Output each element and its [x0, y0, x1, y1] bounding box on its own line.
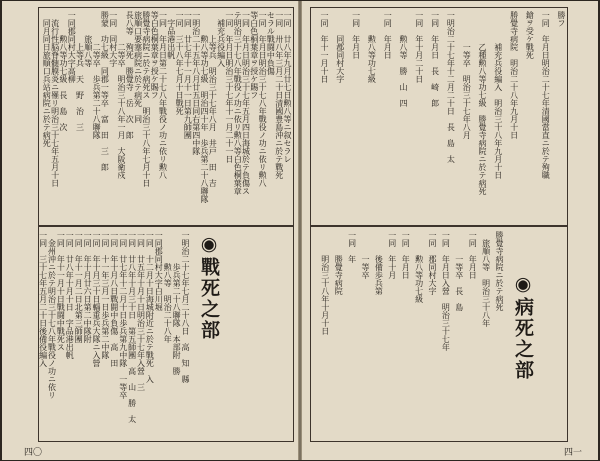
- text-column: 一明治二十七年七月二十八日 高 知 縣: [180, 231, 190, 383]
- text-column: 一同 三十八年七月十日戰死: [175, 11, 185, 115]
- text-column: 字品港出帆: [166, 11, 176, 59]
- text-column: 等白色桐葉章ヲ授ケ賜フ: [249, 11, 259, 99]
- text-column: 同月同日旅順口兵站病院ニ於テ病死: [42, 11, 52, 147]
- text-column: 一同 年月日明治三十七年五月四日海城於テ負傷ス: [241, 11, 251, 195]
- text-column: 乙種勲八等功七級 勝覺寺病院ニ於テ病死: [477, 11, 487, 195]
- text-column: 一同 年月日: [401, 231, 411, 279]
- text-column: 勝覺寺病院: [334, 231, 344, 295]
- page-number: 四〇: [24, 448, 43, 458]
- text-column: 旅順八等: [83, 11, 93, 67]
- text-column: 勲八等功七級 長 島 次: [58, 11, 68, 131]
- text-column: 一同 年月日明治二十七年清國當直ニ於テ殉職: [541, 11, 551, 179]
- text-column: 一同 廿七年十一月十一日第九師團: [183, 11, 193, 139]
- text-column: 勝覺寺病院 明治二十八年九月十日: [509, 11, 519, 139]
- text-column: 一同 廿八年九月廿七日勲八等ニ叙セラレ: [282, 11, 292, 163]
- text-column: 一同 年月日明治三十七年十一月二十一日: [224, 11, 234, 163]
- text-column: 勝覺寺病院ニ於テ病死ス 明治三十八年七月十日: [141, 11, 151, 187]
- text-column: 一同 十一年三月一日歩兵第二中隊: [100, 231, 110, 359]
- text-column: 一同 年月日: [351, 11, 361, 59]
- text-column: 一同 年月日: [383, 11, 393, 59]
- text-column: 一同 年十一月十日: [319, 11, 329, 83]
- text-column: 一同 年十月廿六日第二中隊附: [83, 231, 93, 343]
- text-column: 一同 同村大字: [108, 11, 118, 67]
- left-page-divider: [38, 225, 294, 227]
- text-column: 勲八等功七級: [414, 231, 424, 303]
- text-column: 一同 年月日: [468, 231, 478, 279]
- text-column: 一同 廿八年十月十日 字品港出帆: [65, 231, 75, 359]
- text-column: 旅順口要塞病院ニ於テ病死 同: [133, 11, 143, 123]
- text-column: 一等卒: [360, 231, 370, 279]
- text-column: 勲八等功七級 明治四十年 歩兵第二十八聯隊: [199, 11, 209, 203]
- text-column: 上等兵 明治三十七年八月 井戸 田 吉: [208, 11, 218, 187]
- text-column: 一同 年月日入營 明治三十七年: [441, 231, 451, 351]
- text-column: 上等兵 天 野 治 三: [75, 11, 85, 131]
- text-column: 等白色桐葉章ヲ授ケ賜フ: [150, 11, 160, 99]
- text-column: 一同 郡同村大字: [427, 231, 437, 295]
- text-column: 鎗ヲ受ケ戰死: [525, 11, 535, 59]
- text-column: 一同 廿八年十月三十日 第五師團 高 山 勝 太: [127, 231, 137, 423]
- text-column: 一同郡同村大字高柳: [67, 11, 77, 83]
- text-column: 同郡同村大字: [335, 11, 345, 83]
- text-column: 勝覺寺病院ニ於テ病死: [494, 231, 504, 311]
- text-column: 後備歩兵第: [374, 231, 384, 295]
- text-column: 明治三十八年十月十日: [320, 231, 330, 335]
- text-column: 流行性脳脊髄膜炎ニ罹リ明治三十七年五月十日: [50, 11, 60, 187]
- text-column: 補充兵役編入: [216, 11, 226, 67]
- text-column: 一同 年十月三十日輜重兵大隊ニ入營: [91, 231, 101, 367]
- text-column: 一等卒 明治三十七年八月: [462, 11, 472, 139]
- text-column: 一同 年十月: [387, 231, 397, 279]
- left-page: [2, 1, 298, 460]
- text-column: 二等卒 歩兵第二十八聯隊: [92, 11, 102, 139]
- text-column: 一同郡同村大字白川堀: [154, 231, 164, 311]
- text-column: セラル戰闘中負傷: [266, 11, 276, 75]
- text-column: 一同 年月日明治三十七八年戰役ノ功ニ依リ勲八: [258, 11, 268, 187]
- text-column: 一明治二十七年十二月二十日 長 島 太: [446, 11, 456, 163]
- text-column: 一同 年十一月十日戰闘中戰死ス: [56, 231, 66, 351]
- text-column: 補充兵役編入 明治三十八年九月十日: [493, 11, 503, 179]
- text-column: 一同 廿五年十月十日明治三十七年入營 三: [136, 231, 146, 391]
- text-column: 長八等 殉死 勝覺寺 岳 次 郎: [125, 11, 135, 139]
- text-column: 一同 年十月二十日: [414, 11, 424, 83]
- text-column: 一同 三十七年五月二十日後備役編入: [38, 231, 48, 367]
- text-column: 勝蒙 功七級 同郡一等卒 富 田 三 郎: [100, 11, 110, 171]
- text-column: テ明治三十七八年戰役ノ功ニ依リ勲八等白色桐葉章: [233, 11, 243, 195]
- page-number: 四一: [564, 448, 583, 458]
- section-title-disease-dead: ◉病死之部: [512, 273, 534, 381]
- text-column: 一同 年: [347, 231, 357, 263]
- text-column: 勲八等功七級: [367, 11, 377, 83]
- text-column: 一同 十二月十日海城附近ニ於テ戰死 入: [145, 231, 155, 383]
- text-column: 二等卒 明治三十八年一月 大阪衛戍: [116, 11, 126, 179]
- right-page-divider: [310, 225, 568, 227]
- text-column: 歩兵第二十八聯隊 本部附 勝: [172, 231, 182, 375]
- section-title-war-dead: ◉戰死之部: [198, 233, 220, 341]
- text-column: 一同 廿七年十二月十日歩兵第九中隊 一等卒: [118, 231, 128, 399]
- right-page: [302, 1, 598, 460]
- text-column: 勲八等 勝 山 四: [398, 11, 408, 107]
- text-column: 一同 年十月八日戰闘中負傷 高 田: [109, 231, 119, 367]
- text-column: 一同 年十一月二日北第三師團: [74, 231, 84, 343]
- text-column: 一明治二十五年八月廿五日同右第四中隊: [191, 11, 201, 155]
- text-column: 旅順八等 明治三十八年: [481, 231, 491, 327]
- text-column: 金州沖ニ於テ明治三十七八年戰役ノ功ニ依リ: [47, 231, 57, 399]
- text-column: 勝フ: [556, 11, 566, 27]
- text-column: 一同 年月日第二十七八年戰役ノ功ニ依リ勲八: [158, 11, 168, 179]
- text-column: 一同 年月日 長 崎 郎: [430, 11, 440, 107]
- text-column: 一同 卅八年三月二十日清國豊島沖ニ於テ戰死: [274, 11, 284, 179]
- book-spread: [2, 1, 598, 460]
- text-column: 勲八等 明治二十八年: [163, 231, 173, 343]
- text-column: 一等卒 長 島: [454, 231, 464, 311]
